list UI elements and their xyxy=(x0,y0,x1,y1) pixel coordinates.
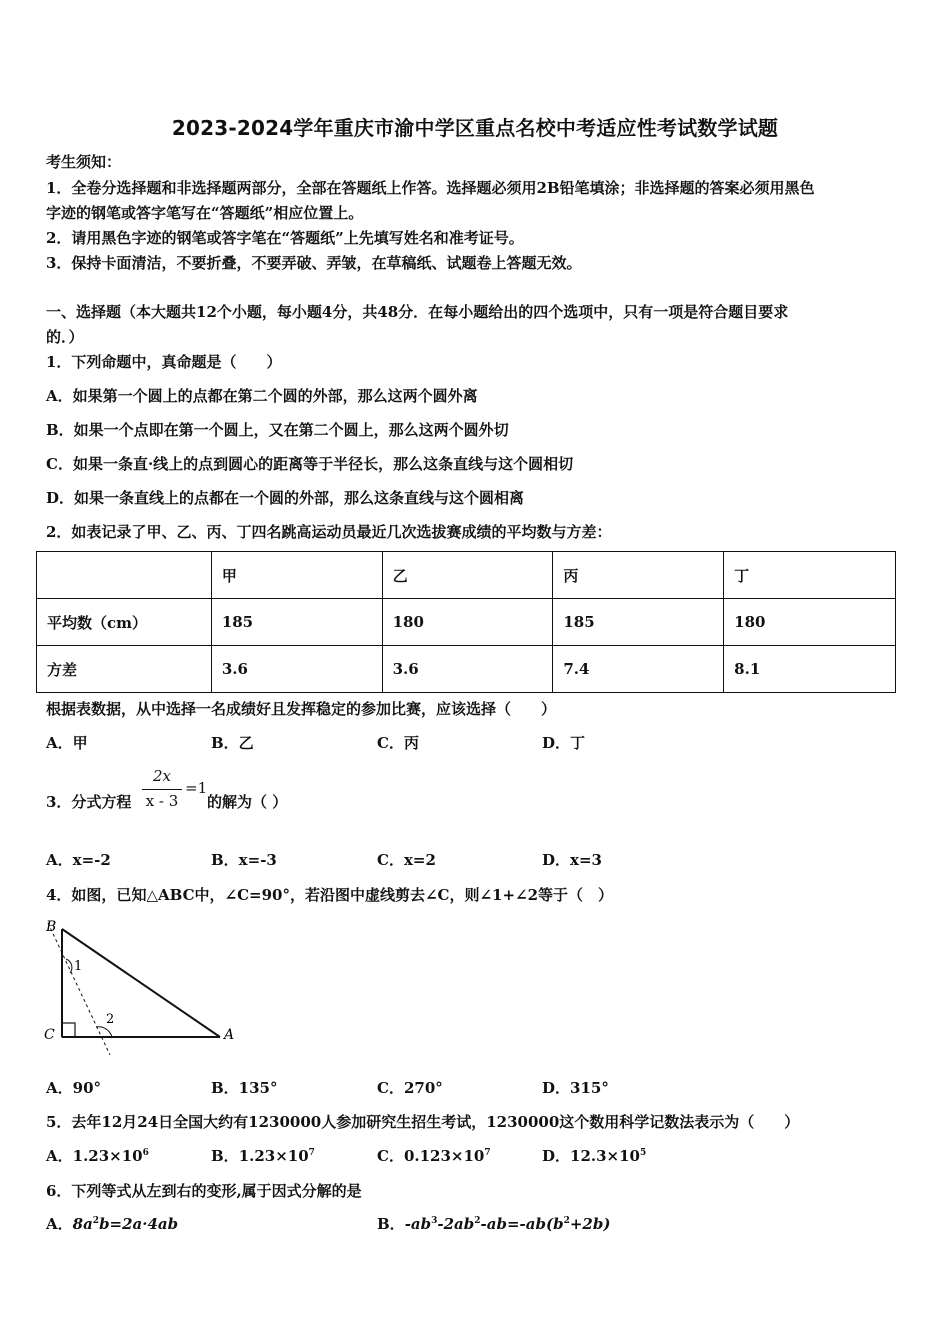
q5-option-a xyxy=(46,1146,149,1166)
notice-item-2: 2．请用黑色字迹的钢笔或答字笔在“答题纸”上先填写姓名和准考证号。 xyxy=(46,229,524,247)
option-exponent: 7 xyxy=(484,1148,491,1158)
fraction-bar xyxy=(142,789,182,790)
table-cell: 3.6 xyxy=(382,646,553,693)
q6-stem: 6．下列等式从左到右的变形,属于因式分解的是 xyxy=(46,1182,362,1200)
expr-exponent: 2 xyxy=(563,1216,570,1226)
table-cell: 平均数（cm） xyxy=(37,599,212,646)
q4-stem: 4．如图，已知△ABC中，∠C=90°，若沿图中虚线剪去∠C，则∠1+∠2等于（ ） xyxy=(46,886,614,904)
q4-option-b: B．135° xyxy=(211,1079,278,1097)
notice-heading: 考生须知： xyxy=(46,153,122,171)
angle-1-arc xyxy=(66,959,72,973)
q6-option-b xyxy=(377,1214,610,1234)
q4-option-c: C．270° xyxy=(377,1079,443,1097)
q1-option-b: B．如果一个点即在第一个圆上，又在第二个圆上，那么这两个圆外切 xyxy=(46,421,509,439)
q5-stem: 5．去年12月24日全国大约有1230000人参加研究生招生考试，1230000这个数用科学记数法表示为（ ） xyxy=(46,1113,800,1131)
option-base: 1.23×10 xyxy=(72,1147,143,1165)
q2-option-d: D．丁 xyxy=(542,734,586,752)
option-exponent: 6 xyxy=(142,1148,149,1158)
notice-item-1b: 字迹的钢笔或答字笔写在“答题纸”相应位置上。 xyxy=(46,204,364,222)
table-header-row xyxy=(37,552,896,599)
option-label: D． xyxy=(542,1147,571,1165)
q2-option-b: B．乙 xyxy=(211,734,254,752)
q1-stem: 1．下列命题中，真命题是（ ） xyxy=(46,353,282,371)
option-exponent: 7 xyxy=(308,1148,315,1158)
option-base: 1.23×10 xyxy=(238,1147,309,1165)
q4-option-d: D．315° xyxy=(542,1079,609,1097)
notice-item-1a: 1．全卷分选择题和非选择题两部分，全部在答题纸上作答。选择题必须用2B铅笔填涂；非选择题的答案必须用黑色 xyxy=(46,179,815,197)
q1-option-c: C．如果一条直·线上的点到圆心的距离等于半径长，那么这条直线与这个圆相切 xyxy=(46,455,574,473)
expr-part: -2ab xyxy=(437,1215,475,1233)
table-cell: 7.4 xyxy=(553,646,724,693)
option-label: B． xyxy=(377,1215,405,1233)
label-b: B xyxy=(46,919,57,935)
label-angle-1: 1 xyxy=(74,959,83,974)
option-exponent: 5 xyxy=(640,1148,647,1158)
table-cell: 185 xyxy=(211,599,382,646)
side-ab xyxy=(62,929,220,1037)
q5-option-b xyxy=(211,1146,315,1166)
right-angle-mark xyxy=(62,1023,75,1037)
option-label: B． xyxy=(211,1147,239,1165)
table-cell xyxy=(37,552,212,599)
expr-part: -ab xyxy=(404,1215,432,1233)
label-angle-2: 2 xyxy=(106,1012,115,1027)
q3-option-b: B．x=-3 xyxy=(211,851,277,869)
expr-exponent: 3 xyxy=(431,1216,438,1226)
table-row xyxy=(37,646,896,693)
expr-part: -ab=-ab(b xyxy=(480,1215,564,1233)
q3-option-a: A．x=-2 xyxy=(46,851,111,869)
q3-equals: =1 xyxy=(185,779,208,797)
notice-item-3: 3．保持卡面清洁，不要折叠，不要弄破、弄皱，在草稿纸、试题卷上答题无效。 xyxy=(46,254,582,272)
q6-option-a xyxy=(46,1214,178,1234)
q3-denominator: x - 3 xyxy=(145,792,179,810)
q5-option-d xyxy=(542,1146,646,1166)
expr-exponent: 2 xyxy=(474,1216,481,1226)
angle-2-arc xyxy=(96,1027,112,1037)
option-label: A． xyxy=(46,1215,73,1233)
table-cell: 方差 xyxy=(37,646,212,693)
q3-suffix: 的解为（ ） xyxy=(207,793,288,811)
option-base: 0.123×10 xyxy=(403,1147,485,1165)
table-cell: 180 xyxy=(724,599,896,646)
expr-part: b=2a·4ab xyxy=(99,1215,179,1233)
label-c: C xyxy=(44,1027,55,1043)
table-cell: 8.1 xyxy=(724,646,896,693)
table-cell: 3.6 xyxy=(211,646,382,693)
q2-stem: 2．如表记录了甲、乙、丙、丁四名跳高运动员最近几次选拔赛成绩的平均数与方差： xyxy=(46,523,612,541)
q5-option-c xyxy=(377,1146,491,1166)
table-cell: 丁 xyxy=(724,552,896,599)
expr-part: 8a xyxy=(72,1215,93,1233)
q3-prefix: 3．分式方程 xyxy=(46,793,132,811)
table-cell: 185 xyxy=(553,599,724,646)
q4-option-a: A．90° xyxy=(46,1079,102,1097)
table-cell: 乙 xyxy=(382,552,553,599)
q3-option-c: C．x=2 xyxy=(377,851,436,869)
table-cell: 180 xyxy=(382,599,553,646)
option-base: 12.3×10 xyxy=(570,1147,640,1165)
expr-exponent: 2 xyxy=(92,1216,100,1226)
expr-part: +2b) xyxy=(569,1215,611,1233)
option-label: A． xyxy=(46,1147,73,1165)
q1-option-d: D．如果一条直线上的点都在一个圆的外部，那么这条直线与这个圆相离 xyxy=(46,489,525,507)
table-cell: 丙 xyxy=(553,552,724,599)
section-1-line-2: 的．） xyxy=(46,328,84,346)
label-a: A xyxy=(224,1027,235,1043)
table-row xyxy=(37,599,896,646)
section-1-line-1: 一、选择题（本大题共12个小题，每小题4分，共48分．在每小题给出的四个选项中，只有一项是符合题目要求 xyxy=(46,303,789,321)
score-table xyxy=(36,551,896,693)
q3-numerator: 2x xyxy=(152,767,171,785)
option-label: C． xyxy=(377,1147,404,1165)
q2-option-a: A．甲 xyxy=(46,734,88,752)
triangle-figure xyxy=(40,915,250,1055)
table-cell: 甲 xyxy=(211,552,382,599)
cut-line xyxy=(48,923,110,1055)
q2-follow: 根据表数据，从中选择一名成绩好且发挥稳定的参加比赛，应该选择（ ） xyxy=(46,700,557,718)
q1-option-a: A．如果第一个圆上的点都在第二个圆的外部，那么这两个圆外离 xyxy=(46,387,478,405)
q3-option-d: D．x=3 xyxy=(542,851,602,869)
exam-title: 2023-2024学年重庆市渝中学区重点名校中考适应性考试数学试题 xyxy=(171,116,779,140)
q2-option-c: C．丙 xyxy=(377,734,419,752)
